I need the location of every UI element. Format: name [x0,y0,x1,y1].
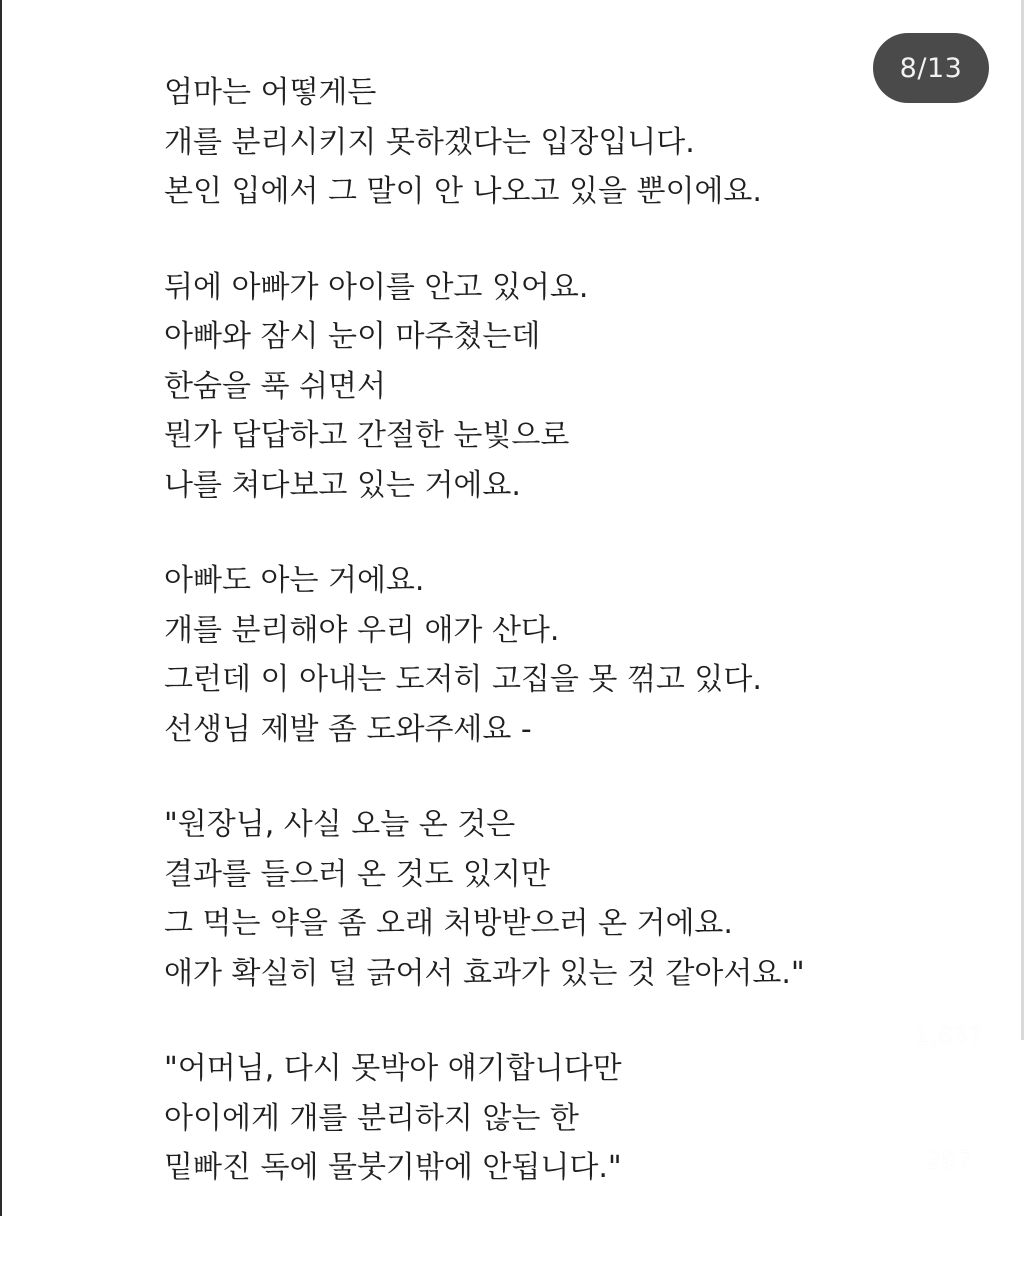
text-line: 아이에게 개를 분리하지 않는 한 [164,1100,579,1136]
comment-count: 287 [926,1146,972,1174]
page-counter-text: 8/13 [899,52,963,84]
paragraph [164,556,864,754]
comment-bubble-icon [911,1068,987,1140]
page-counter-badge [873,33,989,103]
paragraph [164,68,864,217]
like-count: 1,837 [914,1022,984,1050]
text-line: 한숨을 푹 쉬면서 [164,368,386,404]
text-line: 아빠도 아는 거에요. [164,563,425,598]
text-line: 뒤에 아빠가 아이를 안고 있어요. [164,269,589,305]
text-line: 선생님 제발 좀 도와주세요 - [164,711,532,747]
paragraph [164,800,864,998]
text-line: 애가 확실히 덜 긁어서 효과가 있는 것 같아서요." [164,955,805,991]
text-line: 아빠와 잠시 눈이 마주쳤는데 [164,319,541,354]
left-frame-edge [0,0,2,1216]
text-line: "어머님, 다시 못박아 얘기합니다만 [164,1051,622,1086]
paragraph [164,1044,864,1193]
action-rail [906,950,992,1174]
heart-icon [912,950,986,1016]
post-body [164,68,864,1239]
text-line: 나를 쳐다보고 있는 거에요. [164,467,521,503]
text-line: 뭔가 답답하고 간절한 눈빛으로 [164,418,570,453]
text-line: 본인 입에서 그 말이 안 나오고 있을 뿐이에요. [164,174,762,209]
comment-button[interactable] [906,1068,992,1174]
text-line: 개를 분리시키지 못하겠다는 입장입니다. [164,124,695,160]
like-button[interactable] [906,950,992,1050]
text-line: "원장님, 사실 오늘 온 것은 [164,807,516,842]
text-line: 그런데 이 아내는 도저히 고집을 못 꺾고 있다. [164,662,762,697]
text-line: 밑빠진 독에 물붓기밖에 안됩니다." [164,1150,622,1185]
text-line: 엄마는 어떻게든 [164,75,377,110]
text-line: 개를 분리해야 우리 애가 산다. [164,612,560,648]
text-line: 결과를 들으러 온 것도 있지만 [164,856,550,892]
paragraph [164,263,864,511]
text-line: 그 먹는 약을 좀 오래 처방받으러 온 거에요. [164,906,733,941]
